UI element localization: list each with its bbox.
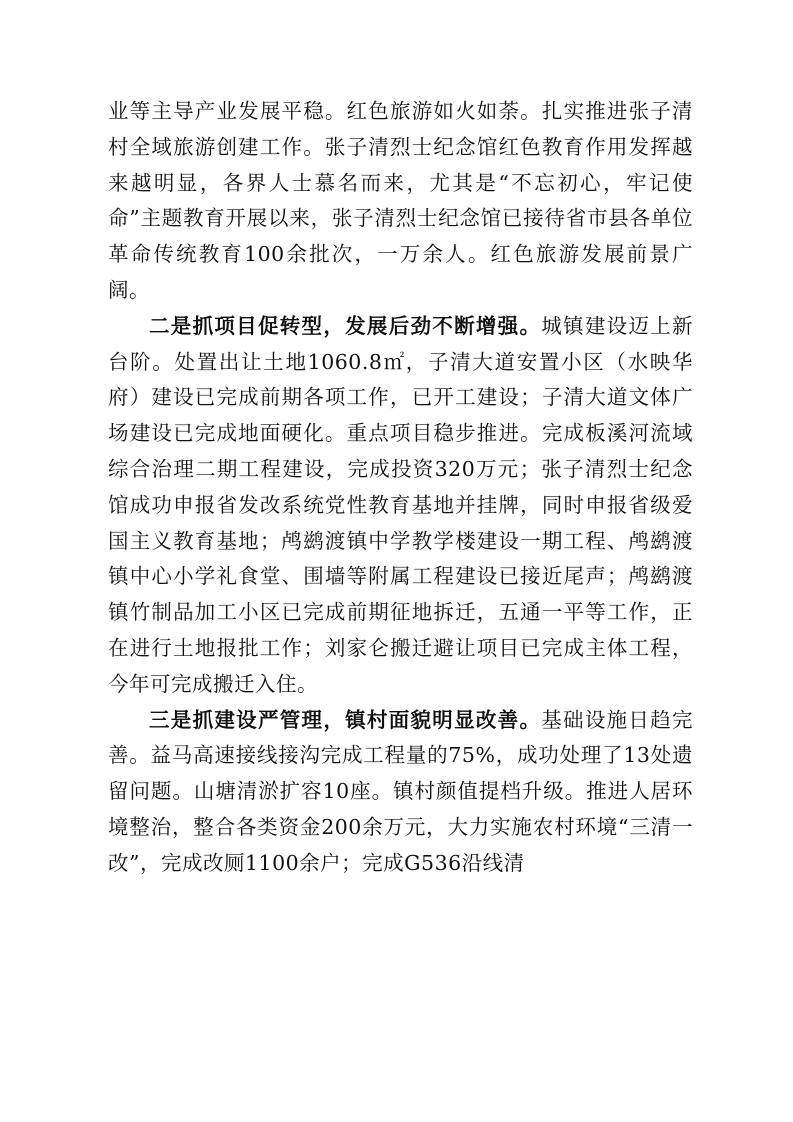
paragraph-3-text: 基础设施日趋完善。益马高速接线接沟完成工程量的75%，成功处理了13处遗留问题。山塘清淤扩容10座。镇村颜值提档升级。推进人居环境整治，整合各类资金200余万元，大力实施农村环境“三清一改”，完成改厕1100余户；完成G536沿线清 [108, 707, 693, 875]
document-page [108, 94, 693, 882]
paragraph-2-lead: 二是抓项目促转型，发展后劲不断增强。 [149, 313, 542, 338]
paragraph-2 [108, 309, 693, 703]
paragraph-1 [108, 94, 693, 309]
paragraph-3-lead: 三是抓建设严管理，镇村面貌明显改善。 [149, 707, 542, 732]
paragraph-3 [108, 703, 693, 882]
paragraph-2-text: 城镇建设迈上新台阶。处置出让土地1060.8㎡，子清大道安置小区（水映华府）建设已完成前期各项工作，已开工建设；子清大道文体广场建设已完成地面硬化。重点项目稳步推进。完成板溪河流域综合治理二期工程建设，完成投资320万元；张子清烈士纪念馆成功申报省发改系统党性教育基地并挂牌，同时申报省级爱国主义教育基地；鸬鹚渡镇中学教学楼建设一期工程、鸬鹚渡镇中心小学礼食堂、围墙等附属工程建设已接近尾声；鸬鹚渡镇竹制品加工小区已完成前期征地拆迁，五通一平等工作，正在进行土地报批工作；刘家仑搬迁避让项目已完成主体工程，今年可完成搬迁入住。 [108, 313, 693, 696]
paragraph-1-text: 业等主导产业发展平稳。红色旅游如火如荼。扎实推进张子清村全域旅游创建工作。张子清烈士纪念馆红色教育作用发挥越来越明显，各界人士慕名而来，尤其是“不忘初心，牢记使命”主题教育开展以来，张子清烈士纪念馆已接待省市县各单位革命传统教育100余批次，一万余人。红色旅游发展前景广阔。 [108, 99, 693, 302]
